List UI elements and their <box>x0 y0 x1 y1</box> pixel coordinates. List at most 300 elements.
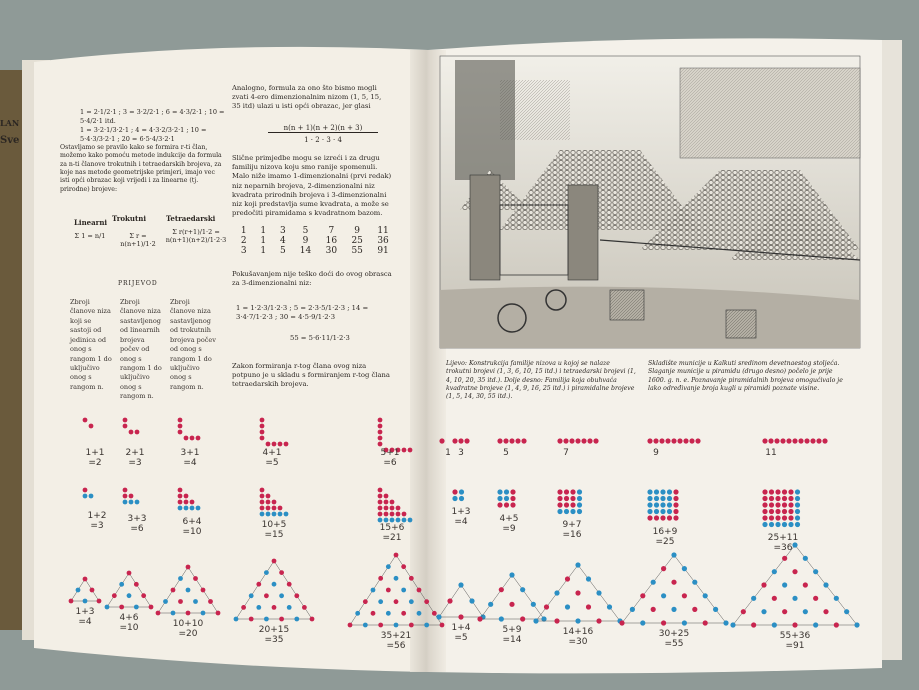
dot <box>123 418 128 423</box>
dot <box>795 489 800 494</box>
dot <box>822 438 827 443</box>
dot <box>287 582 292 587</box>
dot <box>249 593 254 598</box>
dot <box>816 438 821 443</box>
dot <box>531 602 536 607</box>
dot <box>216 611 221 616</box>
table-cell: 1 <box>240 226 247 236</box>
dot <box>171 611 176 616</box>
dot <box>178 494 183 499</box>
dot <box>266 506 271 511</box>
dot <box>803 609 808 614</box>
dot <box>127 593 132 598</box>
dot <box>272 559 277 564</box>
dot <box>692 580 697 585</box>
diagram-label: 4+6 =10 <box>119 613 139 633</box>
dot <box>775 502 780 507</box>
col-header-tetraedarski: Tetraedarski <box>166 214 216 223</box>
dot <box>171 588 176 593</box>
dot <box>723 620 728 625</box>
diagram-label: 15+6 =21 <box>379 523 405 543</box>
dot <box>762 438 767 443</box>
number-table <box>234 226 396 256</box>
dot <box>459 489 464 494</box>
dot <box>378 512 383 517</box>
dot <box>596 618 601 623</box>
dot <box>775 489 780 494</box>
dot <box>730 622 735 627</box>
dot <box>394 553 399 558</box>
dot <box>458 614 463 619</box>
dot <box>83 494 88 499</box>
dot <box>264 570 269 575</box>
dot <box>141 593 146 598</box>
table-cell: 11 <box>377 226 389 236</box>
dot <box>260 424 265 429</box>
dot <box>279 570 284 575</box>
table-cell: 1 <box>260 226 267 236</box>
diagram-label: 5+1 =6 <box>380 448 400 468</box>
dot <box>184 506 189 511</box>
dot <box>76 588 81 593</box>
dot <box>272 506 277 511</box>
dot <box>378 430 383 435</box>
formula-row-4: 55 = 5·6·11/1·2·3 <box>290 334 350 342</box>
dot <box>570 496 575 501</box>
dot <box>587 438 592 443</box>
dot <box>186 611 191 616</box>
dot <box>689 438 694 443</box>
table-cell: 3 <box>240 246 247 256</box>
dot <box>640 620 645 625</box>
table-cell: 9 <box>354 226 361 236</box>
dot <box>671 580 676 585</box>
dot <box>575 562 580 567</box>
dot <box>795 496 800 501</box>
dot <box>683 438 688 443</box>
diagram-label: 4+1 =5 <box>262 448 282 468</box>
dot <box>762 496 767 501</box>
dot <box>264 617 269 622</box>
col-header-trokutni: Trokutni <box>112 214 146 223</box>
dot <box>795 515 800 520</box>
dot <box>844 609 849 614</box>
dot <box>762 515 767 520</box>
dot <box>310 617 315 622</box>
dot <box>452 438 457 443</box>
dot <box>89 424 94 429</box>
prijevod-col-2: Zbroji članove niza sastavljenog od linearnih brojeva počev od onog s rangom 1 do uključivo onog s rangom n. <box>120 298 162 401</box>
dot <box>260 436 265 441</box>
dot <box>401 564 406 569</box>
dot <box>769 496 774 501</box>
diagram-label: 10+5 =15 <box>261 520 287 540</box>
dot <box>751 596 756 601</box>
dot <box>119 605 124 610</box>
dot <box>647 489 652 494</box>
dot <box>432 611 437 616</box>
dot <box>278 442 283 447</box>
dot <box>201 611 206 616</box>
section-title: PRIJEVOD <box>118 280 158 287</box>
diagram-label: 25+11 =36 <box>767 533 799 553</box>
dot <box>695 438 700 443</box>
dot <box>178 500 183 505</box>
dot <box>272 442 277 447</box>
dot <box>417 588 422 593</box>
dot <box>647 438 652 443</box>
dot <box>83 599 88 604</box>
dot <box>186 565 191 570</box>
dot <box>497 502 502 507</box>
dot <box>69 599 74 604</box>
dot <box>788 502 793 507</box>
dot <box>533 618 538 623</box>
dot <box>667 489 672 494</box>
dot <box>260 512 265 517</box>
dot <box>581 438 586 443</box>
dot <box>854 622 859 627</box>
diagram-label: 11 <box>765 448 777 458</box>
dot <box>348 623 353 628</box>
dot <box>823 609 828 614</box>
dot <box>782 515 787 520</box>
dot <box>554 618 559 623</box>
table-cell: 9 <box>302 236 309 246</box>
dot <box>804 438 809 443</box>
dot <box>795 522 800 527</box>
dot <box>703 620 708 625</box>
diagram-label: 3+1 =4 <box>180 448 200 468</box>
dot <box>586 604 591 609</box>
dot <box>83 488 88 493</box>
table-row <box>234 246 396 256</box>
dot <box>557 489 562 494</box>
dot <box>577 496 582 501</box>
table-cell: 16 <box>325 236 338 246</box>
diagram-label: 1+4 =5 <box>451 623 471 643</box>
table-row <box>234 226 396 236</box>
dot <box>129 494 134 499</box>
dot <box>384 494 389 499</box>
dot <box>647 496 652 501</box>
dot <box>775 522 780 527</box>
dot <box>260 500 265 505</box>
dot <box>565 604 570 609</box>
dot <box>190 500 195 505</box>
dot <box>544 604 549 609</box>
dot <box>134 582 139 587</box>
diagram-label: 4+5 =9 <box>499 513 519 534</box>
dot <box>355 611 360 616</box>
dot <box>788 509 793 514</box>
dot <box>129 430 134 435</box>
dot <box>409 623 414 628</box>
dot <box>647 502 652 507</box>
dot <box>371 611 376 616</box>
dot <box>521 438 526 443</box>
dot <box>673 489 678 494</box>
dot <box>772 622 777 627</box>
dot <box>509 572 514 577</box>
dot <box>654 509 659 514</box>
dot <box>424 623 429 628</box>
side-tab-1: LAN <box>0 118 20 128</box>
diagram-label: 2+1 =3 <box>125 448 145 468</box>
table-cell: 7 <box>328 226 335 236</box>
dot <box>394 599 399 604</box>
diagram-label: 55+36 =91 <box>779 631 811 651</box>
dot <box>667 502 672 507</box>
dot <box>196 506 201 511</box>
dot <box>294 617 299 622</box>
dot <box>509 602 514 607</box>
diagram-label: 1 <box>445 448 451 458</box>
table-cell: 5 <box>302 226 309 236</box>
dot <box>149 605 154 610</box>
dot <box>510 489 515 494</box>
big-formula-numerator: n(n + 1)(n + 2)(n + 3) <box>268 124 378 133</box>
diagram-label: 10+10 =20 <box>172 619 204 639</box>
dot <box>557 438 562 443</box>
dot <box>178 418 183 423</box>
dot <box>123 494 128 499</box>
dot <box>673 515 678 520</box>
dot <box>184 494 189 499</box>
dot <box>661 566 666 571</box>
dot <box>564 502 569 507</box>
dot <box>105 605 110 610</box>
dot <box>390 500 395 505</box>
dot <box>703 593 708 598</box>
dot <box>193 599 198 604</box>
table-cell: 36 <box>377 236 389 246</box>
dot <box>284 512 289 517</box>
dot <box>279 593 284 598</box>
dot <box>677 438 682 443</box>
dot <box>260 506 265 511</box>
dot <box>477 616 482 621</box>
diagram-label: 16+9 =25 <box>652 526 678 547</box>
paragraph-1: Ostavljamo se pravilo kako se formira r-ti član, možemo kako pomoću metode indukcije da formula za n-ti članove trokutnih i tetraedarskih brojeva, za koje nas metode geometrijske primjeri, imajo vec isti opći obrazac koji vrijedi i za linearne (tj. prirodne) brojeve: <box>60 144 222 193</box>
side-tab-2: Sve <box>0 135 20 146</box>
dot <box>452 489 457 494</box>
dot <box>135 500 140 505</box>
dot <box>798 438 803 443</box>
dot <box>661 593 666 598</box>
dot <box>788 496 793 501</box>
dot <box>384 518 389 523</box>
dot <box>762 489 767 494</box>
dot <box>378 494 383 499</box>
dot <box>661 620 666 625</box>
dot <box>402 518 407 523</box>
dot <box>272 512 277 517</box>
dot <box>557 509 562 514</box>
dot <box>134 605 139 610</box>
diagram-label: 5 <box>503 448 509 458</box>
dot <box>401 611 406 616</box>
dot <box>667 509 672 514</box>
dot <box>504 496 509 501</box>
dot <box>363 623 368 628</box>
dot <box>378 623 383 628</box>
dot <box>630 607 635 612</box>
dot <box>520 587 525 592</box>
table-cell: 25 <box>351 236 363 246</box>
dot <box>651 580 656 585</box>
dot <box>497 438 502 443</box>
dot <box>520 616 525 621</box>
table-cell: 55 <box>351 246 363 256</box>
dot <box>135 430 140 435</box>
dot <box>577 509 582 514</box>
formula-row-1: 1 = 2·1/2·1 ; 3 = 3·2/2·1 ; 6 = 4·3/2·1 ; 10 = 5·4/2·1 itd. <box>80 108 225 125</box>
dot <box>119 582 124 587</box>
dot <box>682 593 687 598</box>
col-formula-tetraedarski: Σ r(r+1)/1·2 = n(n+1)(n+2)/1·2·3 <box>165 228 227 244</box>
dot <box>402 512 407 517</box>
dot <box>823 582 828 587</box>
dot <box>163 599 168 604</box>
dot <box>810 438 815 443</box>
dot <box>123 488 128 493</box>
dot <box>83 577 88 582</box>
dot <box>129 500 134 505</box>
dot <box>266 442 271 447</box>
dot <box>196 436 201 441</box>
dot <box>803 556 808 561</box>
dot <box>234 617 239 622</box>
dot <box>447 598 452 603</box>
paragraph-4: Pokušavanjem nije teško doći do ovog obrasca za 3-dimenzionalni niz: <box>232 270 392 288</box>
dot <box>751 622 756 627</box>
dot <box>302 605 307 610</box>
dot <box>156 611 161 616</box>
dot <box>256 582 261 587</box>
dot <box>575 618 580 623</box>
dot <box>378 599 383 604</box>
dot <box>786 438 791 443</box>
dot <box>266 500 271 505</box>
dot <box>363 599 368 604</box>
dot <box>178 488 183 493</box>
dot <box>394 576 399 581</box>
dot <box>667 515 672 520</box>
dot <box>660 509 665 514</box>
col-formula-trokutni: Σ r = n(n+1)/1·2 <box>120 232 156 248</box>
dot <box>396 512 401 517</box>
dot <box>266 512 271 517</box>
dot <box>673 502 678 507</box>
table-cell: 1 <box>260 246 267 256</box>
dot <box>266 494 271 499</box>
dot <box>178 576 183 581</box>
dot <box>89 494 94 499</box>
dot <box>459 496 464 501</box>
formula-row-2: 1 = 3·2·1/3·2·1 ; 4 = 4·3·2/3·2·1 ; 10 = 5·4·3/3·2·1 ; 20 = 6·5·4/3·2·1 <box>80 126 207 143</box>
diagram-label: 1+1 =2 <box>85 448 105 468</box>
dot <box>834 596 839 601</box>
dot <box>458 582 463 587</box>
dot <box>741 609 746 614</box>
dot <box>775 515 780 520</box>
dot <box>384 500 389 505</box>
diagram-label: 1+3 =4 <box>75 607 95 627</box>
dot <box>186 588 191 593</box>
dot <box>795 509 800 514</box>
table-cell: 5 <box>279 246 286 256</box>
dot <box>504 502 509 507</box>
dot <box>792 569 797 574</box>
dot <box>509 438 514 443</box>
dot <box>660 515 665 520</box>
dot <box>287 605 292 610</box>
dot <box>378 506 383 511</box>
dot <box>378 518 383 523</box>
dot <box>792 596 797 601</box>
paragraph-5: Zakon formiranja r-tog člana ovog niza potpuno je u skladu s formiranjem r-tog člana tetraedarskih brojeva. <box>232 362 390 389</box>
dot <box>775 496 780 501</box>
dot <box>417 611 422 616</box>
dot <box>557 496 562 501</box>
dot <box>264 593 269 598</box>
dot <box>123 500 128 505</box>
dot <box>409 599 414 604</box>
dot <box>178 599 183 604</box>
dot <box>499 587 504 592</box>
dot <box>569 438 574 443</box>
dot <box>378 500 383 505</box>
dot <box>284 442 289 447</box>
dot <box>769 515 774 520</box>
dot <box>575 590 580 595</box>
dot <box>564 496 569 501</box>
dot <box>260 418 265 423</box>
dot <box>762 509 767 514</box>
dot <box>803 582 808 587</box>
dot <box>647 509 652 514</box>
dot <box>813 622 818 627</box>
dot <box>682 620 687 625</box>
dot <box>272 500 277 505</box>
dot <box>272 605 277 610</box>
dot <box>278 506 283 511</box>
dot <box>378 442 383 447</box>
dot <box>564 489 569 494</box>
dot <box>660 496 665 501</box>
dot <box>565 576 570 581</box>
dot <box>780 438 785 443</box>
dot <box>640 593 645 598</box>
dot <box>570 502 575 507</box>
dot <box>762 522 767 527</box>
dot <box>667 496 672 501</box>
dot <box>97 599 102 604</box>
dot <box>792 622 797 627</box>
engraving-calcutta-arsenal <box>440 56 860 348</box>
dot <box>788 522 793 527</box>
dot <box>761 582 766 587</box>
dot <box>127 571 132 576</box>
dot <box>378 436 383 441</box>
dot <box>278 512 283 517</box>
dot <box>774 438 779 443</box>
dot <box>390 506 395 511</box>
table-cell: 91 <box>377 246 389 256</box>
dot <box>769 489 774 494</box>
dot <box>577 502 582 507</box>
